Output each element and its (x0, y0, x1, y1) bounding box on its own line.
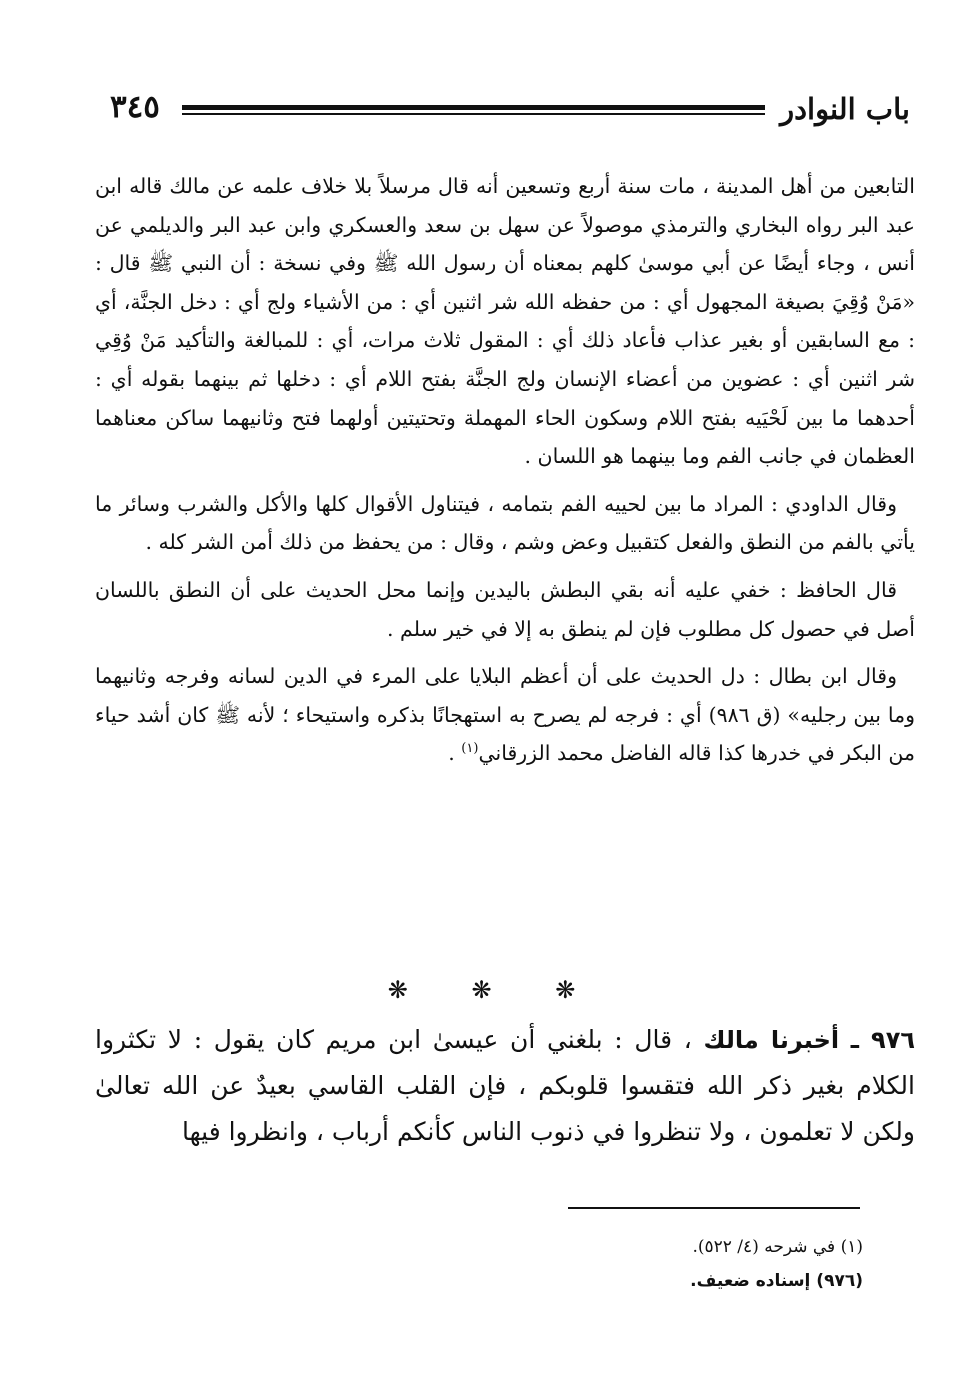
commentary-paragraph-4 (95, 657, 915, 773)
divider-star-icon: ❋ (555, 976, 576, 1004)
hadith-text: ، قال : بلغني أن عيسىٰ ابن مريم كان يقول : لا تكثروا الكلام بغير ذكر الله فتقسوا قلوبكم ، فإن القلب القاسي بعيدٌ عن الله تعالىٰ ولكن لا تعلمون ، ولا تنظروا في ذنوب الناس كأنكم أرباب ، وانظروا فيها (95, 1025, 915, 1146)
footnote-separator (568, 1207, 860, 1209)
commentary-paragraph-2: وقال الداودي : المراد ما بين لحييه الفم بتمامه ، فيتناول الأقوال كلها والأكل والشرب وسائر ما يأتي بالفم من النطق والفعل كتقبيل وعض وشم ، وقال : من يحفظ من ذلك أمن الشر كله . (95, 491, 915, 555)
hadith-number: ٩٧٦ ـ (850, 1026, 915, 1054)
header-rule (182, 105, 765, 115)
hadith-paragraph (95, 1017, 915, 1155)
footnote-2: (٩٧٦) إسناده ضعيف. (690, 1271, 863, 1291)
hadith-source: أخبرنا مالك (703, 1026, 840, 1054)
page-number: ٣٤٥ (110, 89, 160, 125)
footnote-1: (١) في شرحه (٤/ ٥٢٢). (692, 1237, 863, 1257)
chapter-title: باب النوادر (780, 92, 910, 126)
commentary-paragraph-3: قال الحافظ : خفي عليه أنه بقي البطش باليدين وإنما محل الحديث على أن النطق باللسان أصل في حصول كل مطلوب فإن لم ينطق به إلا في خير سلم . (95, 577, 915, 641)
commentary-paragraph-4-text: وقال ابن بطال : دل الحديث على أن أعظم البلايا على المرء في الدين لسانه وفرجه وثانيهما وما بين رجليه» (ق ٩٨٦) أي : فرجه لم يصرح به استهجانًا بذكره واستيحاء ؛ لأنه ﷺ كان أشد حياء من البكر في خدرها كذا قاله الفاضل محمد الزرقاني (95, 664, 915, 766)
footnote-reference: (١) (461, 741, 479, 757)
divider-star-icon: ❋ (387, 976, 408, 1004)
divider-star-icon: ❋ (471, 976, 492, 1004)
header-rule-thick (182, 105, 765, 110)
section-divider (0, 975, 963, 1005)
page-header (110, 84, 910, 134)
hadith-block (95, 1017, 915, 1155)
footnotes (83, 1230, 863, 1298)
commentary-paragraph-4-end: . (448, 741, 462, 766)
header-rule-thin (182, 113, 765, 115)
commentary-block (95, 167, 915, 782)
commentary-paragraph-1: التابعين من أهل المدينة ، مات سنة أربع وتسعين أنه قال مرسلاً بلا خلاف علمه عن مالك قاله ابن عبد البر رواه البخاري والترمذي موصولاً عن سهل بن سعد والعسكري وابن عبد البر والديلمي عن أنس ، وجاء أيضًا عن أبي موسىٰ كلهم بمعناه أن رسول الله ﷺ وفي نسخة : أن النبي ﷺ قال : «مَنْ وُقِيَ بصيغة المجهول أي : من حفظه الله شر اثنين أي : من الأشياء ولج أي : دخل الجنَّة، أي : مع السابقين أو بغير عذاب فأعاد ذلك أي : المقول ثلاث مرات، أي : للمبالغة والتأكيد مَنْ وُقِي شر اثنين أي : عضوين من أعضاء الإنسان ولج الجنَّة بفتح اللام أي : دخلها ثم بينهما بقوله أي : أحدهما ما بين لَحْيَيه بفتح اللام وسكون الحاء المهملة وتحتيتين أولهما فتح وثانيهما ساكن معناهما العظمان في جانب الفم وما بينهما هو اللسان . (95, 174, 916, 469)
